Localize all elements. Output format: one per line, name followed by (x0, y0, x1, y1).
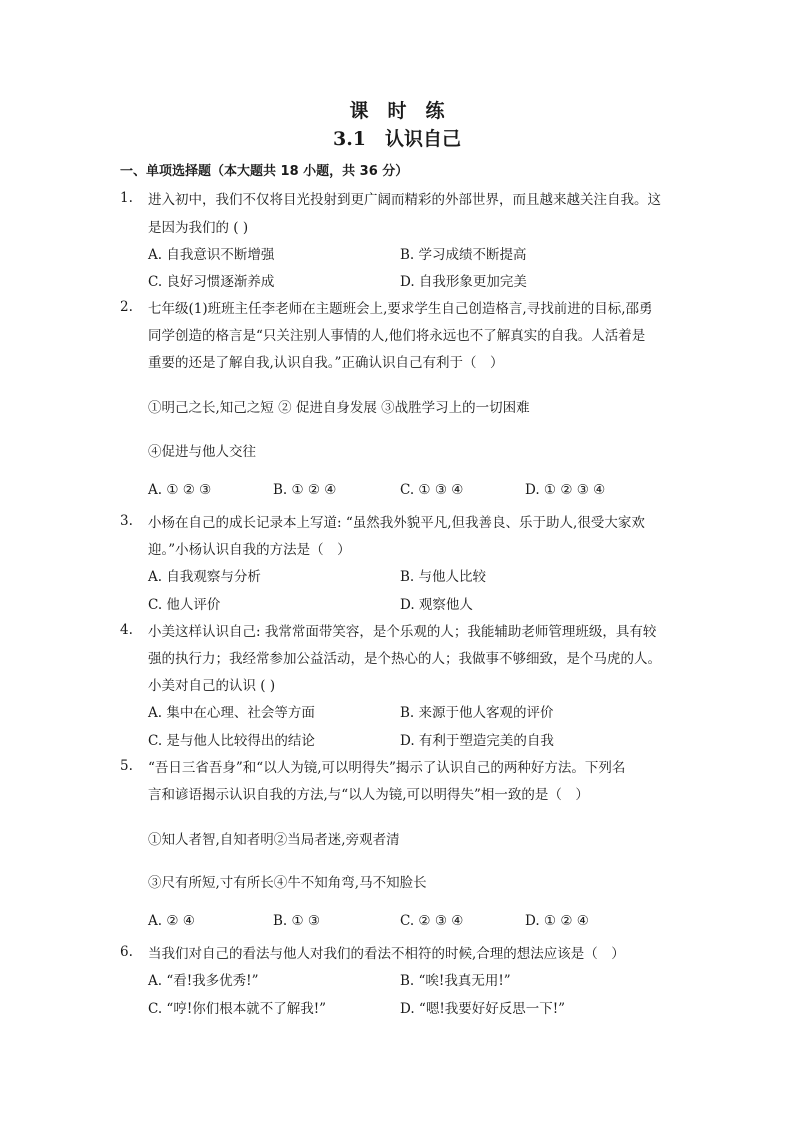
question-text: 重要的还是了解自我,认识自我。”正确认识自己有利于（ ） (148, 355, 504, 371)
section-heading: 一、单项选择题（本大题共 18 小题，共 36 分） (120, 164, 409, 179)
option-d[interactable]: D. ① ② ③ ④ (525, 482, 606, 498)
question-text: “吾日三省吾身”和“以人为镜,可以明得失”揭示了认识自己的两种好方法。下列名 (148, 760, 626, 776)
option-c[interactable]: C. ① ③ ④ (400, 482, 464, 498)
question-text: 强的执行力；我经常参加公益活动，是个热心的人；我做事不够细致，是个马虎的人。 (148, 651, 661, 667)
page-subtitle: 3.1 认识自己 (332, 128, 462, 150)
option-b[interactable]: B. 学习成绩不断提高 (400, 247, 527, 263)
option-b[interactable]: B. 与他人比较 (400, 569, 487, 585)
question-text: 小美对自己的认识 ( ) (148, 678, 276, 694)
question-text: 七年级(1)班班主任李老师在主题班会上,要求学生自己创造格言,寻找前进的目标,邵勇 (148, 301, 653, 317)
option-a[interactable]: A. 集中在心理、社会等方面 (148, 705, 315, 721)
option-c[interactable]: C. ② ③ ④ (400, 913, 464, 929)
page-title: 课 时 练 (349, 100, 445, 122)
option-a[interactable]: A. ① ② ③ (148, 482, 212, 498)
option-a[interactable]: A. 自我观察与分析 (148, 569, 261, 585)
statement-list: ①明己之长,知己之短 ② 促进自身发展 ③战胜学习上的一切困难 (148, 400, 530, 416)
question-text: 小杨在自己的成长记录本上写道: “虽然我外貌平凡,但我善良、乐于助人,很受大家欢 (148, 515, 645, 531)
option-c[interactable]: C. 良好习惯逐渐养成 (148, 274, 275, 290)
option-c[interactable]: C. 是与他人比较得出的结论 (148, 733, 315, 749)
question-number: 2. (120, 299, 133, 315)
question-text: 迎。”小杨认识自我的方法是（ ） (148, 542, 351, 558)
option-d[interactable]: D. ① ② ④ (525, 913, 589, 929)
question-text: 言和谚语揭示认识自我的方法,与“以人为镜,可以明得失”相一致的是（ ） (148, 787, 589, 803)
question-number: 4. (120, 622, 133, 638)
question-text: 进入初中，我们不仅将目光投射到更广阔而精彩的外部世界，而且越来越关注自我。这 (148, 192, 661, 208)
option-d[interactable]: D. 自我形象更加完美 (400, 274, 527, 290)
statement-list: ①知人者智,自知者明②当局者迷,旁观者清 (148, 832, 400, 848)
option-a[interactable]: A. ② ④ (148, 913, 195, 929)
statement-list: ③尺有所短,寸有所长④牛不知角弯,马不知脸长 (148, 875, 427, 891)
question-number: 6. (120, 944, 133, 960)
option-b[interactable]: B. 来源于他人客观的评价 (400, 705, 554, 721)
option-d[interactable]: D. “嗯!我要好好反思一下!” (400, 1001, 566, 1017)
question-number: 3. (120, 513, 133, 529)
option-c[interactable]: C. “哼!你们根本就不了解我!” (148, 1001, 327, 1017)
question-text: 小美这样认识自己: 我常常面带笑容，是个乐观的人；我能辅助老师管理班级，具有较 (148, 624, 657, 640)
statement-list: ④促进与他人交往 (148, 444, 256, 460)
option-a[interactable]: A. 自我意识不断增强 (148, 247, 275, 263)
option-c[interactable]: C. 他人评价 (148, 597, 221, 613)
question-text: 是因为我们的 ( ) (148, 220, 249, 236)
question-number: 5. (120, 758, 133, 774)
question-text: 同学创造的格言是“只关注别人事情的人,他们将永远也不了解真实的自我。人活着是 (148, 328, 646, 344)
question-number: 1. (120, 190, 133, 206)
option-b[interactable]: B. ① ② ④ (273, 482, 337, 498)
option-a[interactable]: A. “看!我多优秀!” (148, 973, 259, 989)
option-d[interactable]: D. 有利于塑造完美的自我 (400, 733, 554, 749)
option-b[interactable]: B. ① ③ (273, 913, 320, 929)
option-b[interactable]: B. “唉!我真无用!” (400, 973, 511, 989)
question-text: 当我们对自己的看法与他人对我们的看法不相符的时候,合理的想法应该是（ ） (148, 946, 625, 962)
option-d[interactable]: D. 观察他人 (400, 597, 473, 613)
